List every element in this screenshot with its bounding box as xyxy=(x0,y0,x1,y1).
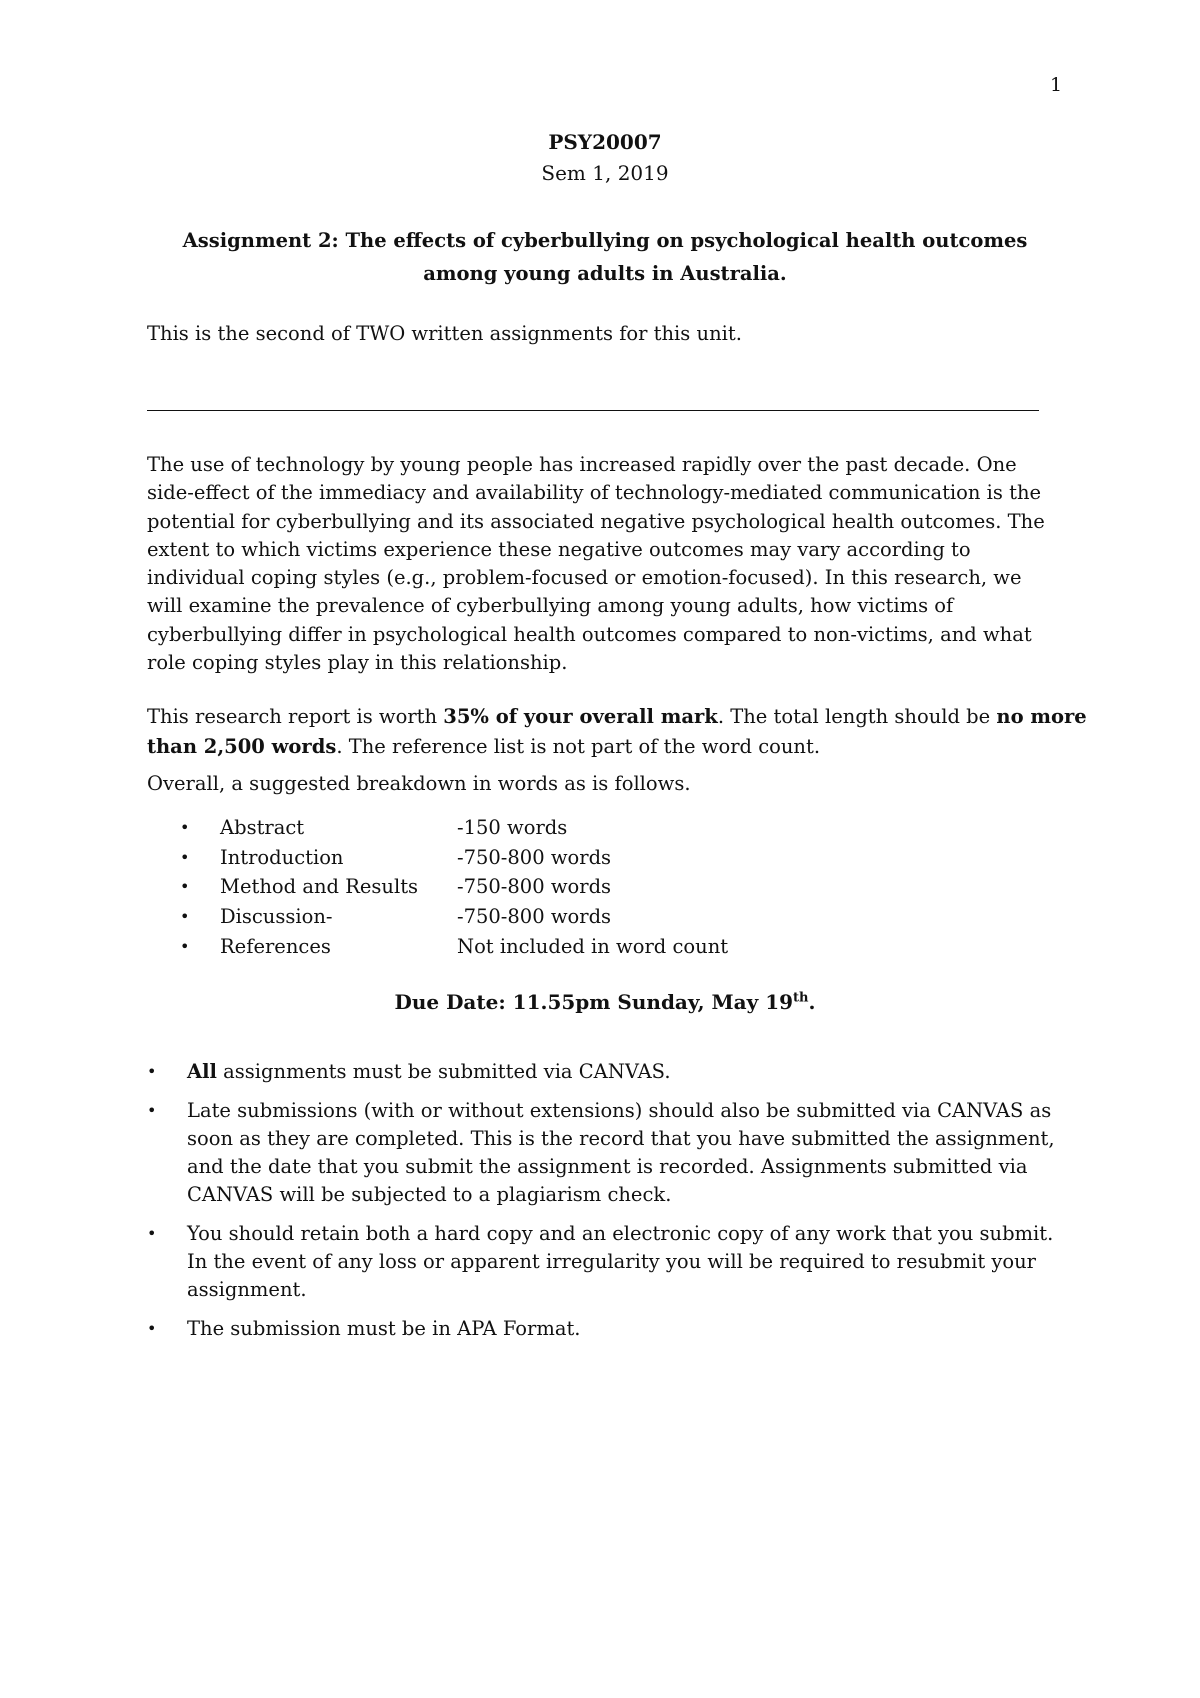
due-date-period: . xyxy=(808,990,816,1014)
bullet-icon: • xyxy=(147,1101,157,1120)
note-text: Late submissions (with or without extensions) should also be submitted via CANVAS as soon as they are completed. This is the record that you have submitted the assignment, and the date that you submit the assignment is recorded. Assignments submitted via CANVAS will be subjected to a plagiarism check. xyxy=(187,1099,1055,1206)
intro-line: This is the second of TWO written assignments for this unit. xyxy=(147,322,742,345)
bullet-icon: • xyxy=(147,1062,157,1081)
section-name: Method and Results xyxy=(220,875,419,899)
list-item xyxy=(147,1058,1067,1086)
submission-notes-list xyxy=(147,1058,1067,1354)
semester: Sem 1, 2019 xyxy=(541,161,669,185)
note-text: You should retain both a hard copy and an electronic copy of any work that you submit. In the event of any loss or apparent irregularity you will be required to resubmit your assignment. xyxy=(187,1222,1054,1301)
bullet-icon: • xyxy=(180,936,190,956)
worth-text-3: . The reference list is not part of the word count. xyxy=(336,735,821,758)
list-item xyxy=(147,1315,1067,1343)
note-text: The submission must be in APA Format. xyxy=(187,1317,581,1340)
due-date-suffix: th xyxy=(793,990,809,1006)
section-word-count: -750-800 words xyxy=(457,905,612,929)
worth-paragraph xyxy=(147,702,1087,762)
bullet-icon: • xyxy=(180,818,190,837)
worth-text-1: This research report is worth xyxy=(147,705,444,728)
list-item xyxy=(147,1220,1067,1304)
bullet-icon: • xyxy=(180,907,190,927)
page-number: 1 xyxy=(1050,74,1063,96)
overall-mark-emphasis: 35% of your overall mark xyxy=(443,705,718,728)
section-name: Introduction xyxy=(220,845,344,869)
due-date xyxy=(0,990,1200,1014)
section-name: Discussion- xyxy=(220,905,333,929)
bullet-icon: • xyxy=(180,877,190,897)
description-paragraph: The use of technology by young people has increased rapidly over the past decade. One side-effect of the immediacy and availability of technology-mediated communication is the potential for cyberbullying and its associated negative psychological health outcomes. The extent to which victims experience these negative outcomes may vary according to individual coping styles (e.g., problem-focused or emotion-focused). In this research, we will examine the prevalence of cyberbullying among young adults, how victims of cyberbullying differ in psychological health outcomes compared to non-victims, and what role coping styles play in this relationship. xyxy=(147,453,1045,675)
assignment-title: Assignment 2: The effects of cyberbullying on psychological health outcomes among young adults in Australia. xyxy=(182,229,1028,285)
note-emphasis: All xyxy=(187,1060,217,1083)
section-word-count: -750-800 words xyxy=(457,875,612,899)
section-name: References xyxy=(220,934,331,958)
bullet-icon: • xyxy=(147,1224,157,1243)
list-item xyxy=(147,1097,1067,1209)
course-code: PSY20007 xyxy=(548,130,662,154)
bullet-icon: • xyxy=(180,847,190,867)
bullet-icon: • xyxy=(147,1319,157,1338)
section-word-count: -750-800 words xyxy=(457,845,612,869)
breakdown-intro: Overall, a suggested breakdown in words as is follows. xyxy=(147,772,691,795)
section-word-count: Not included in word count xyxy=(457,934,729,958)
worth-text-2: . The total length should be xyxy=(717,705,997,728)
horizontal-divider xyxy=(147,410,1039,411)
word-limit-emphasis: no more than 2,500 words xyxy=(147,705,1087,758)
note-text: assignments must be submitted via CANVAS. xyxy=(216,1060,671,1083)
section-name: Abstract xyxy=(220,816,305,839)
due-date-label: Due Date: 11.55pm Sunday, May 19 xyxy=(394,990,794,1014)
section-word-count: -150 words xyxy=(457,816,568,839)
